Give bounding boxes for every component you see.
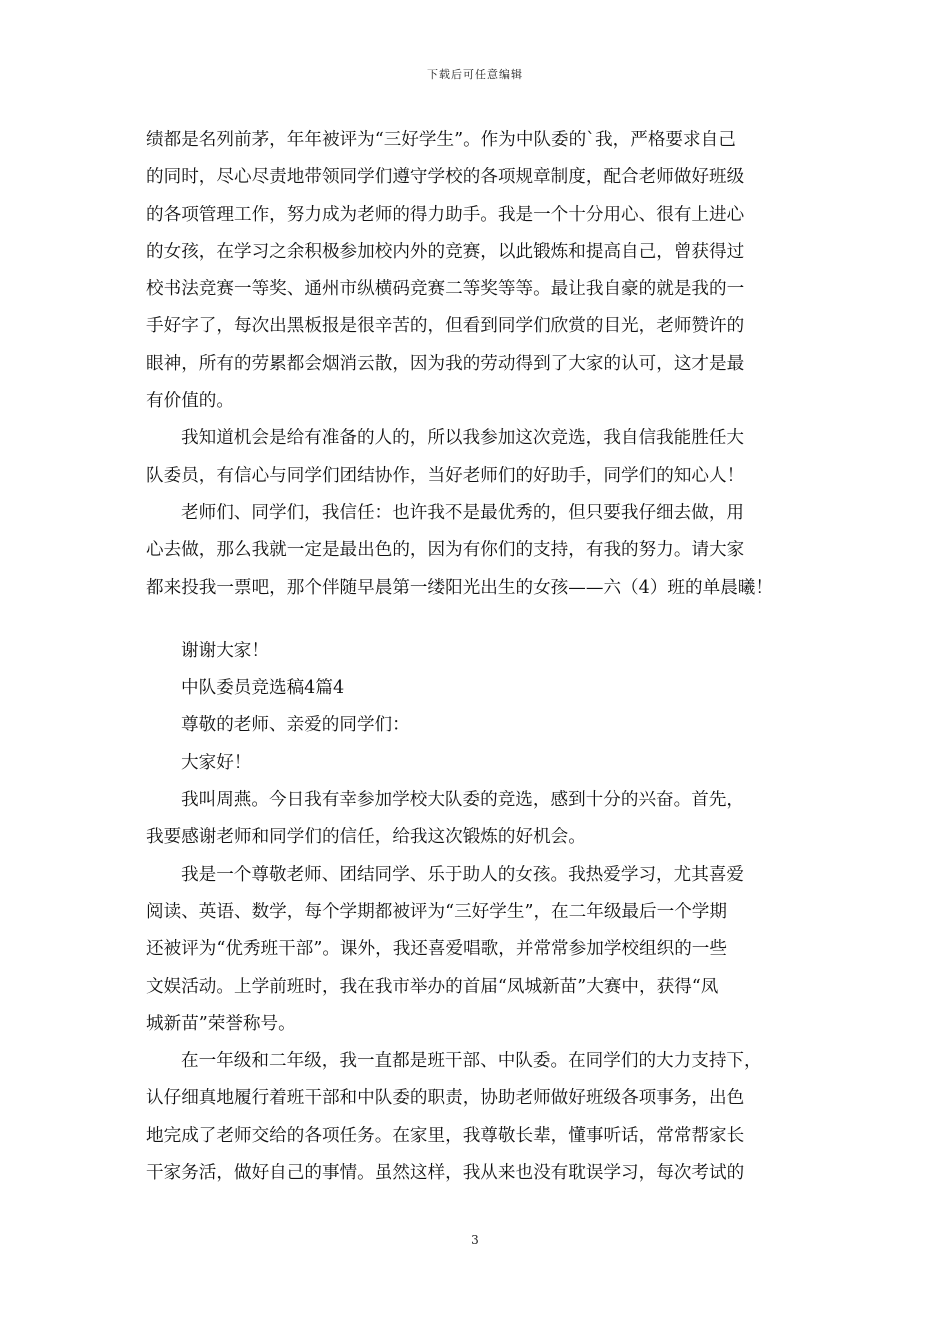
thanks-line: 谢谢大家！ <box>181 640 269 661</box>
paragraph-6 <box>146 1043 818 1192</box>
blank-gap <box>146 607 818 633</box>
text-line: 心去做，那么我就一定是最出色的，因为有你们的支持，有我的努力。请大家 <box>146 540 745 561</box>
text-line: 的同时，尽心尽责地带领同学们遵守学校的各项规章制度，配合老师做好班级 <box>146 167 745 188</box>
text-line: 在一年级和二年级，我一直都是班干部、中队委。在同学们的大力支持下， <box>181 1051 762 1072</box>
text-line: 都来投我一票吧，那个伴随早晨第一缕阳光出生的女孩——六（4）班的单晨曦！ <box>146 577 773 598</box>
greeting: 大家好！ <box>181 752 252 773</box>
text-line: 地完成了老师交给的各项任务。在家里，我尊敬长辈，懂事听话，常常帮家长 <box>146 1125 745 1146</box>
paragraph-1 <box>146 122 818 420</box>
paragraph-2 <box>146 420 818 495</box>
text-line: 有价值的。 <box>146 391 234 412</box>
text-line: 我知道机会是给有准备的人的，所以我参加这次竞选，我自信我能胜任大 <box>181 428 745 449</box>
paragraph-4 <box>146 782 818 857</box>
text-line: 我叫周燕。今日我有幸参加学校大队委的竞选，感到十分的兴奋。首先， <box>181 790 745 811</box>
text-line: 我要感谢老师和同学们的信任，给我这次锻炼的好机会。 <box>146 827 586 848</box>
text-line: 干家务活，做好自己的事情。虽然这样，我从来也没有耽误学习，每次考试的 <box>146 1163 745 1184</box>
text-line: 我是一个尊敬老师、团结同学、乐于助人的女孩。我热爱学习，尤其喜爱 <box>181 864 745 885</box>
document-body <box>146 122 818 1192</box>
text-line: 校书法竞赛一等奖、通州市纵横码竞赛二等奖等等。最让我自豪的就是我的一 <box>146 279 745 300</box>
salutation: 尊敬的老师、亲爱的同学们： <box>181 715 410 736</box>
text-line: 老师们、同学们，我信任：也许我不是最优秀的，但只要我仔细去做，用 <box>181 502 745 523</box>
page-number: 3 <box>471 1233 479 1247</box>
text-line: 阅读、英语、数学，每个学期都被评为“三好学生”，在二年级最后一个学期 <box>146 901 727 922</box>
text-line: 文娱活动。上学前班时，我在我市举办的首届“凤城新苗”大赛中，获得“凤 <box>146 976 719 997</box>
text-line: 绩都是名列前茅，年年被评为“三好学生”。作为中队委的`我，严格要求自己 <box>146 130 736 150</box>
page-header: 下载后可任意编辑 <box>427 68 523 81</box>
text-line: 认仔细真地履行着班干部和中队委的职责，协助老师做好班级各项事务，出色 <box>146 1088 745 1109</box>
section-title: 中队委员竞选稿4篇4 <box>181 678 345 699</box>
text-line: 的各项管理工作，努力成为老师的得力助手。我是一个十分用心、很有上进心 <box>146 204 745 225</box>
paragraph-5 <box>146 857 818 1043</box>
text-line: 的女孩，在学习之余积极参加校内外的竞赛，以此锻炼和提高自己，曾获得过 <box>146 241 745 262</box>
text-line: 还被评为“优秀班干部”。课外，我还喜爱唱歌，并常常参加学校组织的一些 <box>146 939 727 960</box>
text-line: 城新苗”荣誉称号。 <box>146 1013 296 1034</box>
paragraph-3 <box>146 495 818 607</box>
text-line: 队委员，有信心与同学们团结协作，当好老师们的好助手，同学们的知心人！ <box>146 465 745 486</box>
text-line: 眼神，所有的劳累都会烟消云散，因为我的劳动得到了大家的认可，这才是最 <box>146 353 745 374</box>
text-line: 手好字了，每次出黑板报是很辛苦的，但看到同学们欣赏的目光，老师赞许的 <box>146 316 745 337</box>
